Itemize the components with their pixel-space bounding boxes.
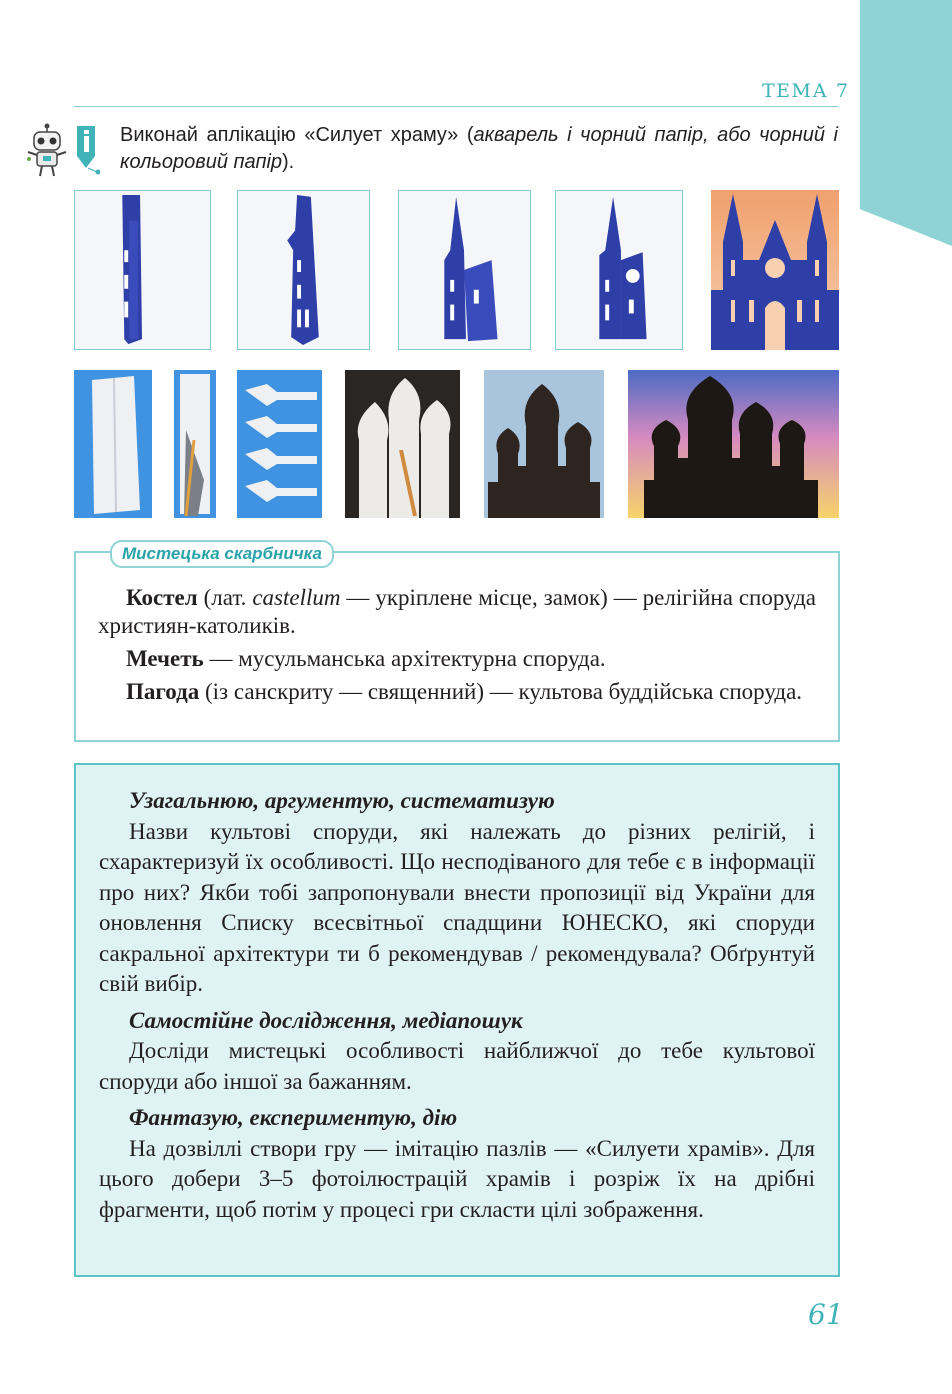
corner-tab — [860, 0, 952, 246]
step-photo-4 — [555, 190, 683, 350]
page-number: 61 — [808, 1298, 844, 1331]
section-body: Назви культові споруди, які належать до різних релігій, і схарактеризуй їх особливості. Що несподіваного для тебе є в інформації про них? Якби тобі запропонували внести пропозиції від України для оновлення Списку всесвітньої спадщини ЮНЕСКО, які споруди сакральної архітектури ти б рекомендував / рекомендувала? Обґрунтуй свій вибір. — [99, 818, 815, 996]
section-heading: Фантазую, експериментую, дію — [129, 1105, 458, 1130]
treasury-label: Мистецька скарбничка — [110, 540, 334, 568]
definition-item: Мечеть — мусульманська архітектурна споруда. — [126, 646, 606, 671]
section-heading: Узагальнюю, аргументую, систематизую — [129, 788, 555, 813]
robot-mascot-icon — [24, 122, 70, 178]
section-body: Досліди мистецькі особливості найближчої до тебе культової споруди або іншої за бажанням. — [99, 1038, 815, 1094]
step-photo-9 — [484, 370, 604, 518]
domes-silhouette-photo — [628, 370, 839, 518]
section-heading: Самостійне дослідження, медіапошук — [129, 1007, 523, 1033]
cathedral-silhouette-photo — [711, 190, 839, 350]
section-body: На дозвіллі створи гру — імітацію пазлів — «Силуети храмів». Для цього добери 3–5 фотоілюстрацій храмів і розріж їх на дрібні фрагменти, щоб потім у процесі гри скласти цілі зображення. — [99, 1135, 815, 1222]
step-photo-1 — [74, 190, 211, 350]
header-rule — [74, 106, 838, 107]
step-photo-7 — [237, 370, 322, 518]
step-photo-6 — [174, 370, 216, 518]
definition-item: Костел (лат. castellum — укріплене місце, замок) — релігійна споруда християн-католиків. — [98, 585, 816, 638]
topic-label: ТЕМА 7 — [762, 80, 850, 102]
task-text: Виконай аплікацію «Силует храму» (акварель і чорний папір, або чорний і кольоровий папір). — [120, 124, 838, 173]
step-photo-8 — [345, 370, 460, 518]
step-photo-2 — [237, 190, 370, 350]
step-photo-5 — [74, 370, 152, 518]
task-pencil-icon — [74, 124, 100, 176]
step-photo-3 — [398, 190, 531, 350]
treasury-text — [98, 584, 816, 711]
tasks-text — [99, 786, 815, 1231]
definition-item: Пагода (із санскриту — священний) — культова буддійська споруда. — [126, 679, 803, 704]
